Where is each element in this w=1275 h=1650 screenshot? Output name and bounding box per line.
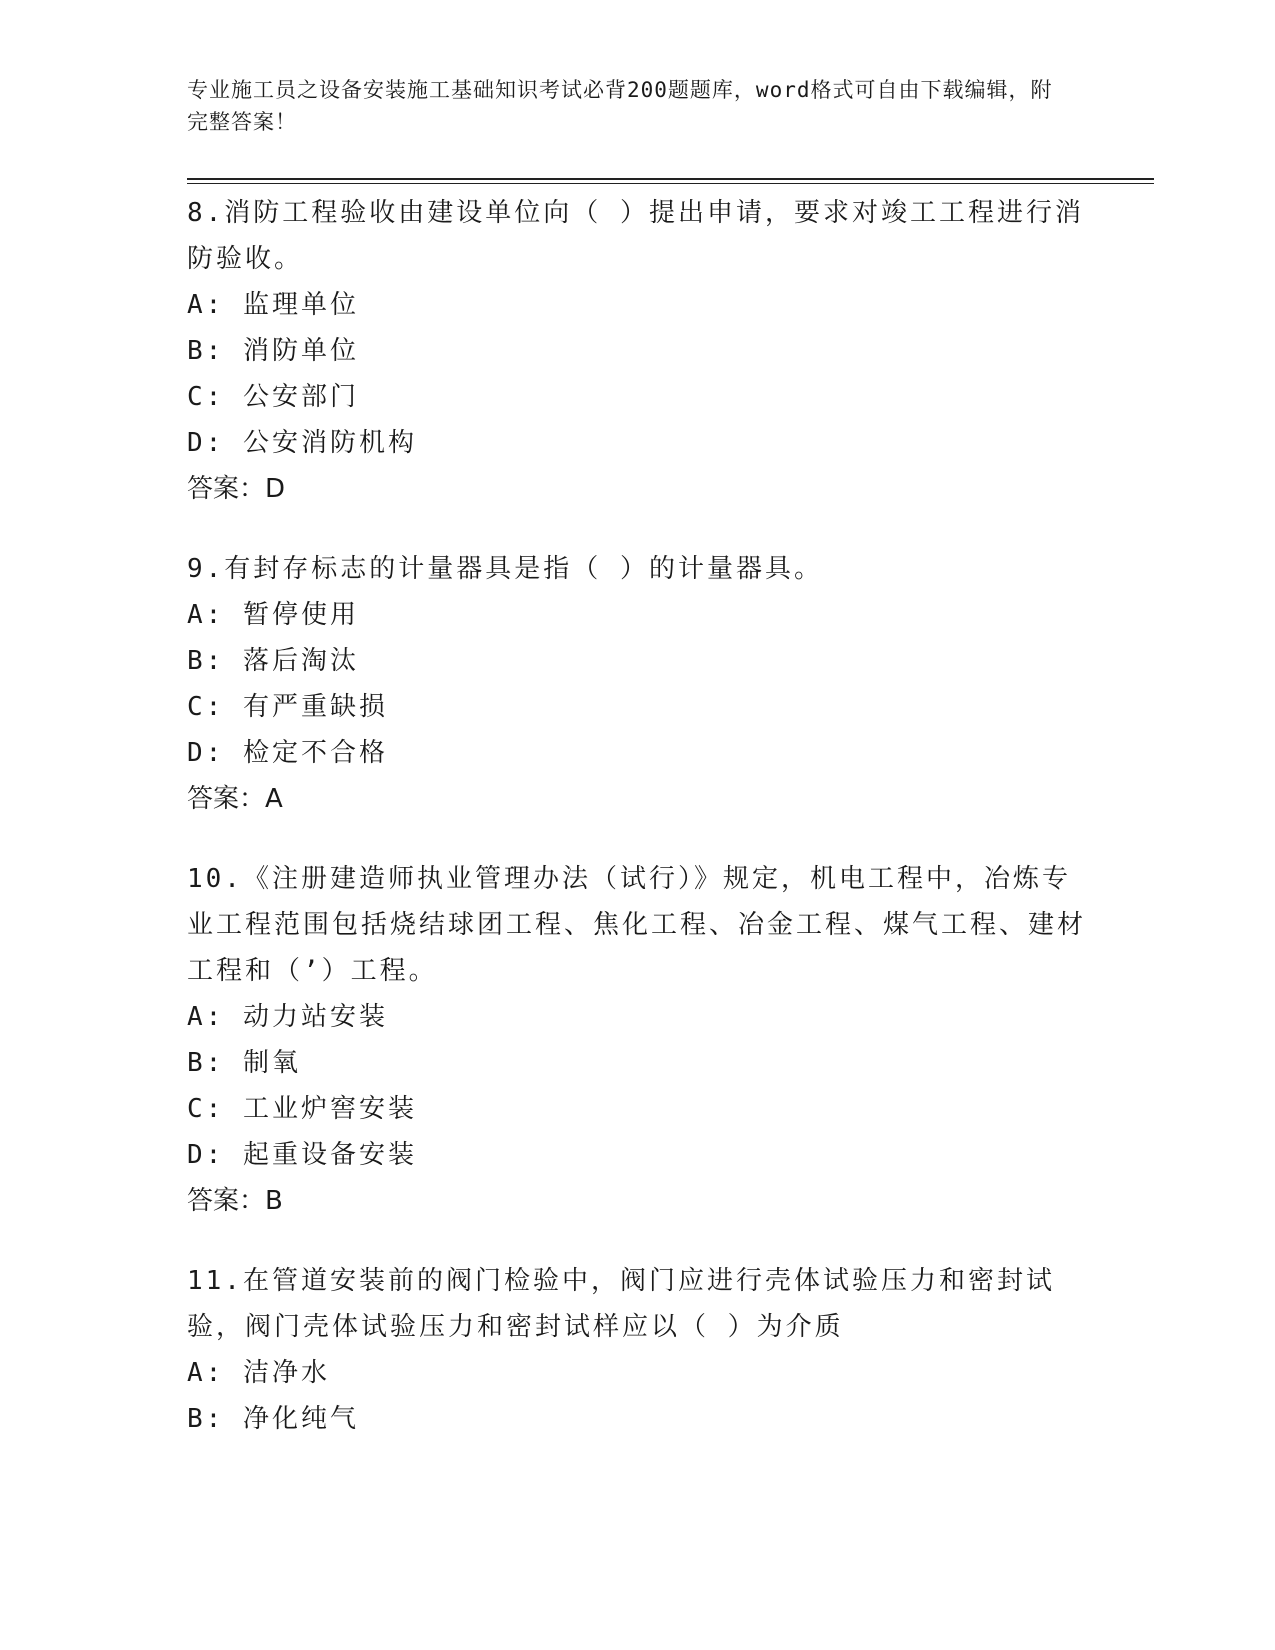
answer: 答案：B [187, 1186, 283, 1216]
option-b: B: 消防单位 [187, 336, 359, 366]
question-list [187, 190, 1087, 1476]
option-d: D: 检定不合格 [187, 738, 388, 768]
document-header: 专业施工员之设备安装施工基础知识考试必背200题题库，word格式可自由下载编辑，附完整答案！ [187, 78, 1053, 134]
option-a: A: 监理单位 [187, 290, 359, 320]
answer: 答案：D [187, 474, 286, 504]
question-11 [187, 1258, 1087, 1442]
option-c: C: 工业炉窖安装 [187, 1094, 417, 1124]
question-stem: 11.在管道安装前的阀门检验中，阀门应进行壳体试验压力和密封试验，阀门壳体试验压力和密封试样应以（ ）为介质 [187, 1266, 1055, 1342]
option-c: C: 公安部门 [187, 382, 359, 412]
answer: 答案：A [187, 784, 283, 814]
option-b: B: 制氧 [187, 1048, 301, 1078]
question-stem: 8.消防工程验收由建设单位向（ ）提出申请，要求对竣工工程进行消防验收。 [187, 198, 1084, 274]
option-b: B: 落后淘汰 [187, 646, 359, 676]
header-divider [187, 178, 1154, 180]
option-d: D: 起重设备安装 [187, 1140, 417, 1170]
option-a: A: 动力站安装 [187, 1002, 388, 1032]
option-c: C: 有严重缺损 [187, 692, 388, 722]
question-stem: 10.《注册建造师执业管理办法（试行）》规定，机电工程中，冶炼专业工程范围包括烧结球团工程、焦化工程、冶金工程、煤气工程、建材工程和（’）工程。 [187, 864, 1087, 986]
option-d: D: 公安消防机构 [187, 428, 417, 458]
question-9 [187, 546, 1087, 822]
option-a: A: 暂停使用 [187, 600, 359, 630]
question-stem: 9.有封存标志的计量器具是指（ ）的计量器具。 [187, 554, 823, 584]
option-b: B: 净化纯气 [187, 1404, 359, 1434]
header-divider-thin [187, 183, 1154, 184]
option-a: A: 洁净水 [187, 1358, 330, 1388]
question-8 [187, 190, 1087, 512]
question-10 [187, 856, 1087, 1224]
